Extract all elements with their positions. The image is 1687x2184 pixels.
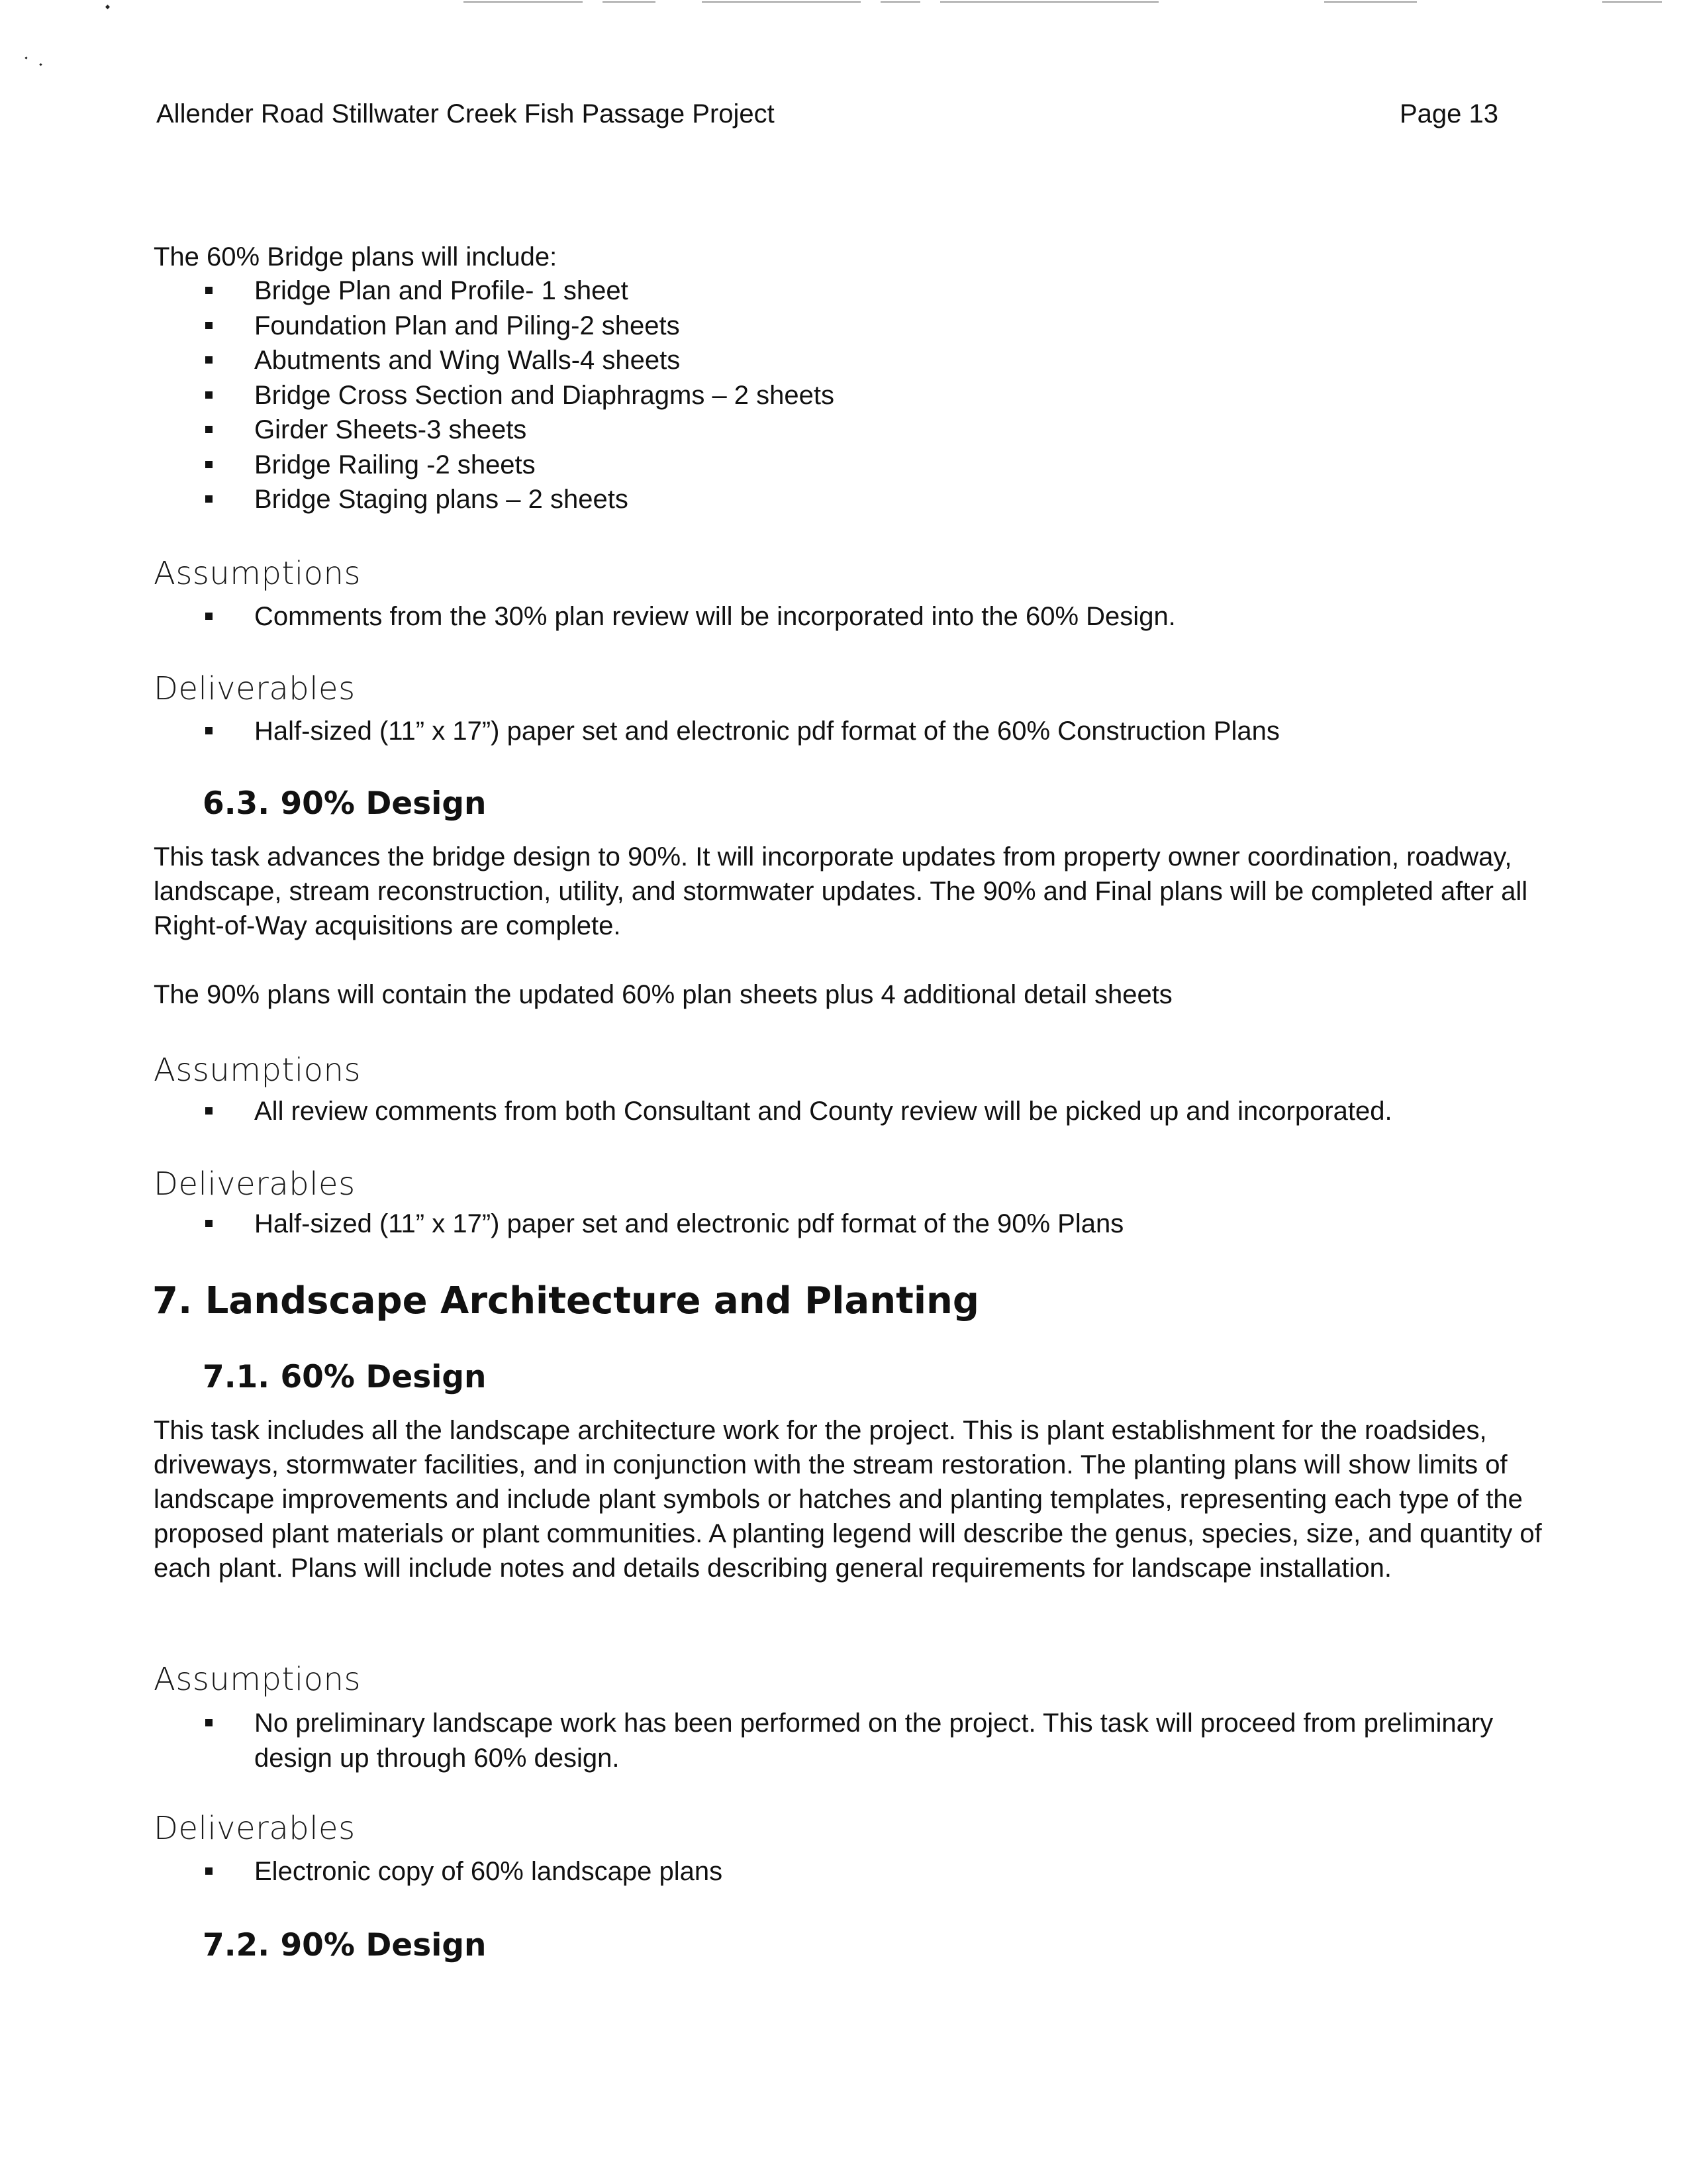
deliverables-heading: Deliverables xyxy=(154,1810,356,1847)
bridge-plan-sheets-list xyxy=(204,273,834,517)
list-item: Bridge Plan and Profile- 1 sheet xyxy=(204,273,834,309)
bridge-plans-intro: The 60% Bridge plans will include: xyxy=(154,242,557,272)
page-number: Page 13 xyxy=(1400,99,1499,128)
section-heading-7-1: 7.1. 60% Design xyxy=(203,1359,487,1395)
assumptions-list xyxy=(204,1706,1561,1775)
deliverables-list xyxy=(204,1207,1124,1242)
deliverables-list xyxy=(204,1854,722,1889)
section-6-3-body: This task advances the bridge design to 90%. It will incorporate updates from property owner coordination, roadway, landscape, stream reconstruction, utility, and stormwater updates. The 90% and Final plans will be completed after all Right-of-Way acquisitions are complete. xyxy=(154,842,1528,940)
list-item: Bridge Railing -2 sheets xyxy=(204,448,834,483)
scan-line xyxy=(940,1,1159,3)
scan-line xyxy=(602,1,655,3)
list-item: Foundation Plan and Piling-2 sheets xyxy=(204,309,834,344)
section-heading-7: 7. Landscape Architecture and Planting xyxy=(152,1279,979,1322)
scan-line xyxy=(881,1,920,3)
list-item: Abutments and Wing Walls-4 sheets xyxy=(204,343,834,378)
section-heading-6-3: 6.3. 90% Design xyxy=(203,785,487,822)
list-item: Girder Sheets-3 sheets xyxy=(204,413,834,448)
list-item: Half-sized (11” x 17”) paper set and electronic pdf format of the 90% Plans xyxy=(204,1207,1124,1242)
scan-line xyxy=(702,1,861,3)
assumptions-list xyxy=(204,1094,1392,1129)
section-heading-7-2: 7.2. 90% Design xyxy=(203,1927,487,1963)
section-6-3-body-2: The 90% plans will contain the updated 60% plan sheets plus 4 additional detail sheets xyxy=(154,980,1173,1009)
list-item: Bridge Cross Section and Diaphragms – 2 sheets xyxy=(204,378,834,413)
scan-line xyxy=(1324,1,1417,3)
section-7-1-body: This task includes all the landscape architecture work for the project. This is plant establishment for the roadsides, driveways, stormwater facilities, and in conjunction with the stream restoration. The planting plans will show limits of landscape improvements and include plant symbols or hatches and planting templates, representing each type of the proposed plant materials or plant communities. A planting legend will describe the genus, species, size, and quantity of each plant. Plans will include notes and details describing general requirements for landscape installation. xyxy=(154,1416,1542,1583)
deliverables-heading: Deliverables xyxy=(154,670,356,707)
scan-line xyxy=(463,1,583,3)
scan-speck xyxy=(105,5,110,9)
assumptions-heading: Assumptions xyxy=(154,1052,361,1089)
list-item: Half-sized (11” x 17”) paper set and electronic pdf format of the 60% Construction Plans xyxy=(204,714,1280,749)
scan-line xyxy=(1602,1,1662,3)
assumptions-heading: Assumptions xyxy=(154,1661,361,1698)
deliverables-list xyxy=(204,714,1280,749)
list-item: Bridge Staging plans – 2 sheets xyxy=(204,482,834,517)
list-item: Comments from the 30% plan review will be incorporated into the 60% Design. xyxy=(204,599,1176,634)
assumptions-list xyxy=(204,599,1176,634)
scan-speck xyxy=(39,63,42,66)
scan-speck xyxy=(24,56,27,59)
list-item: All review comments from both Consultant and County review will be picked up and incorporated. xyxy=(204,1094,1392,1129)
list-item: Electronic copy of 60% landscape plans xyxy=(204,1854,722,1889)
list-item: No preliminary landscape work has been performed on the project. This task will proceed from preliminary design up through 60% design. xyxy=(204,1706,1561,1775)
deliverables-heading: Deliverables xyxy=(154,1166,356,1203)
header-title: Allender Road Stillwater Creek Fish Passage Project xyxy=(156,99,775,128)
assumptions-heading: Assumptions xyxy=(154,555,361,592)
